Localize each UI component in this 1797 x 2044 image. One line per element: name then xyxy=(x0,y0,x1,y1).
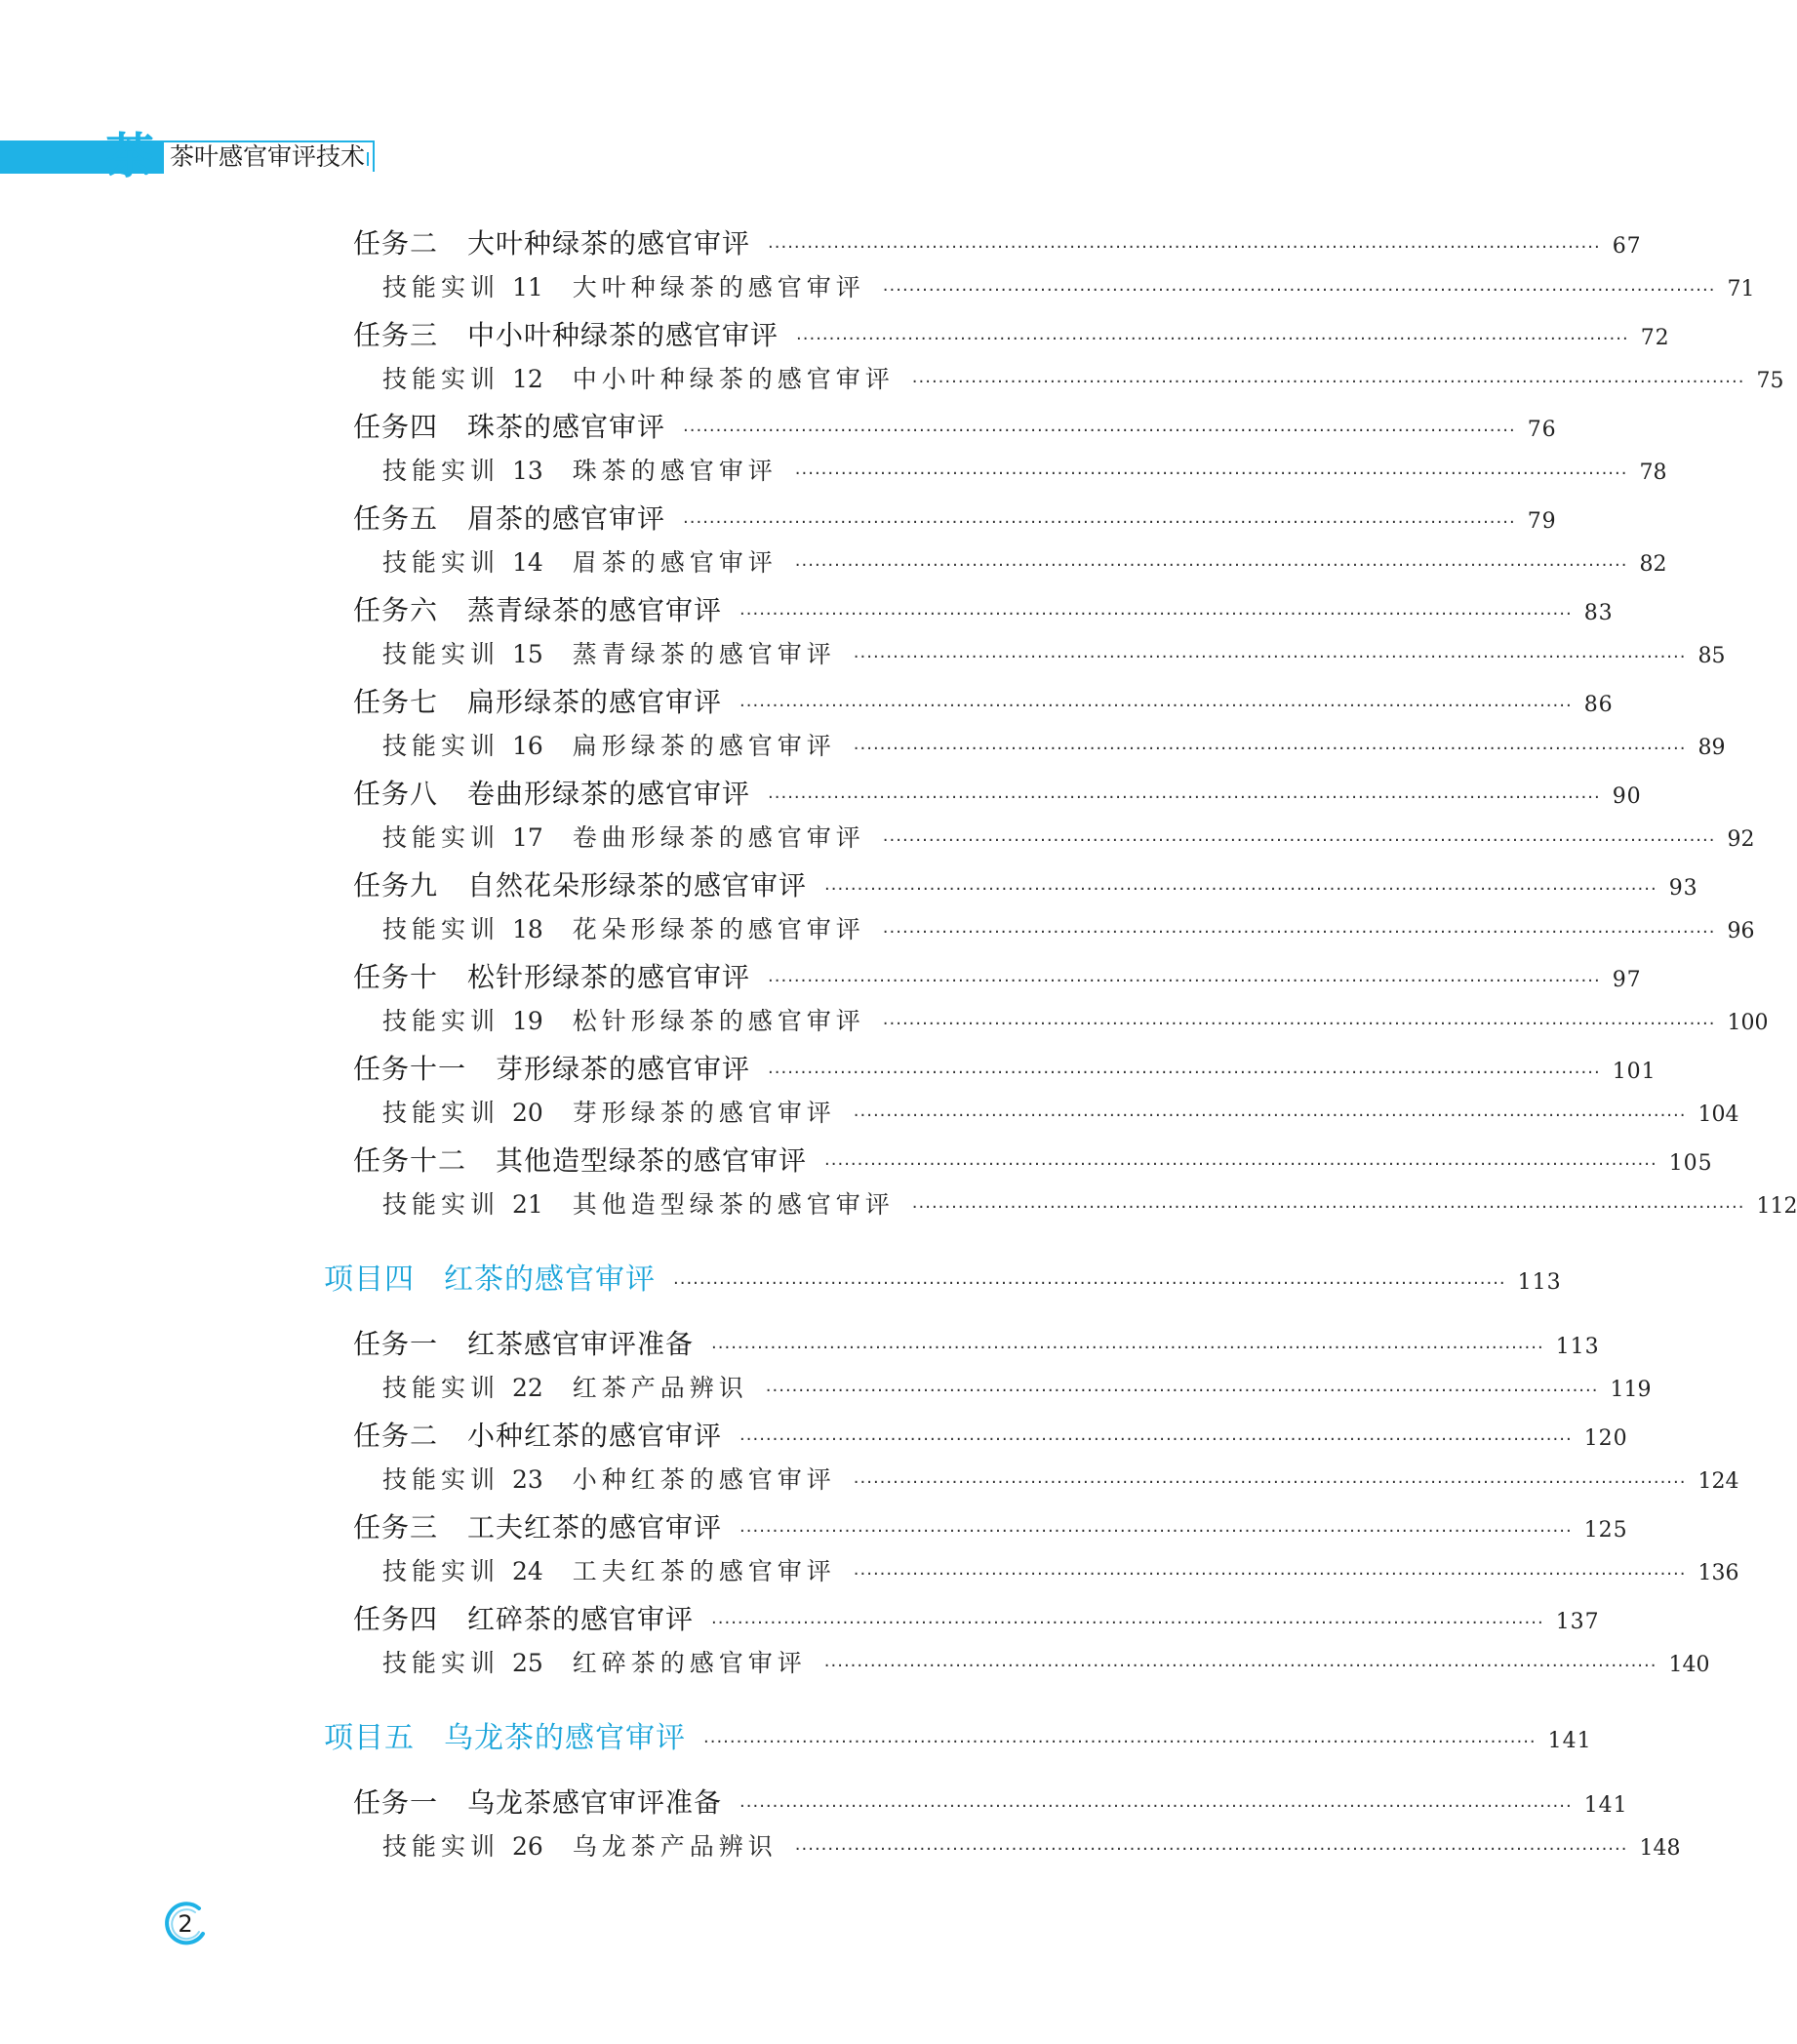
toc-entry-prefix: 任务四 xyxy=(353,1603,439,1635)
toc-entry-page: 124 xyxy=(1697,1469,1739,1494)
toc-entry-page: 141 xyxy=(1547,1729,1592,1753)
toc-entry-task[interactable] xyxy=(353,1140,1713,1179)
toc-entry-number: 18 xyxy=(511,915,543,943)
toc-leader-dots: ······························································································································· xyxy=(794,555,1628,576)
toc-leader-dots: ······························································································································· xyxy=(824,1154,1657,1175)
toc-entry-prefix: 项目四 xyxy=(324,1262,415,1297)
toc-entry-label xyxy=(382,1461,836,1496)
toc-entry-task[interactable] xyxy=(353,773,1642,812)
toc-entry-page: 82 xyxy=(1639,552,1667,577)
toc-entry-skill[interactable] xyxy=(382,452,1667,491)
toc-entry-label xyxy=(353,681,722,720)
toc-entry-number: 23 xyxy=(511,1465,543,1494)
toc-leader-dots: ······························································································································· xyxy=(711,1338,1544,1358)
toc-entry-number: 26 xyxy=(511,1832,543,1861)
toc-entry-label xyxy=(324,1255,656,1298)
toc-entry-title: 工夫红茶的感官审评 xyxy=(572,1557,836,1585)
toc-leader-dots: ······························································································································· xyxy=(853,1472,1687,1493)
toc-entry-task[interactable] xyxy=(353,1048,1657,1087)
toc-entry-title: 红茶的感官审评 xyxy=(444,1262,656,1297)
toc-entry-page: 141 xyxy=(1583,1793,1628,1818)
toc-entry-title: 中小叶种绿茶的感官审评 xyxy=(467,319,779,351)
toc-entry-label xyxy=(353,956,750,995)
toc-leader-dots: ······························································································································· xyxy=(882,922,1716,942)
toc-entry-label xyxy=(353,864,807,903)
toc-leader-dots: ······························································································································· xyxy=(794,463,1628,484)
toc-leader-dots: ······························································································································· xyxy=(794,1839,1628,1860)
toc-entry-label xyxy=(382,727,836,762)
toc-leader-dots: ······························································································································· xyxy=(739,604,1573,624)
toc-entry-prefix: 技能实训 xyxy=(382,1007,500,1035)
book-title-text: 茶叶感官审评技术 xyxy=(170,142,366,171)
toc-entry-prefix: 技能实训 xyxy=(382,1374,500,1402)
toc-entry-label xyxy=(382,1827,778,1863)
toc-entry-number: 15 xyxy=(511,640,543,668)
toc-entry-title: 松针形绿茶的感官审评 xyxy=(572,1007,865,1035)
toc-entry-skill[interactable] xyxy=(382,910,1755,949)
toc-leader-dots: ······························································································································· xyxy=(882,280,1716,301)
toc-entry-prefix: 任务十 xyxy=(353,961,439,993)
toc-entry-skill[interactable] xyxy=(382,1002,1769,1041)
header-tea-glyph: 茶 xyxy=(105,127,154,184)
toc-entry-title: 花朵形绿茶的感官审评 xyxy=(572,915,865,943)
toc-entry-label xyxy=(382,1094,836,1129)
toc-entry-project[interactable] xyxy=(324,1713,1592,1755)
toc-entry-page: 125 xyxy=(1583,1518,1628,1543)
toc-entry-label xyxy=(382,360,895,395)
toc-leader-dots: ······························································································································· xyxy=(683,421,1516,441)
toc-entry-page: 92 xyxy=(1727,827,1755,852)
toc-leader-dots: ······························································································································· xyxy=(853,739,1687,759)
toc-entry-skill[interactable] xyxy=(382,1185,1797,1224)
toc-entry-prefix: 任务十二 xyxy=(353,1144,467,1177)
toc-entry-title: 卷曲形绿茶的感官审评 xyxy=(572,823,865,852)
toc-entry-prefix: 任务十一 xyxy=(353,1053,467,1085)
toc-entry-prefix: 技能实训 xyxy=(382,915,500,943)
toc-leader-dots: ······························································································································· xyxy=(796,329,1629,349)
toc-entry-label xyxy=(382,452,778,487)
toc-entry-title: 珠茶的感官审评 xyxy=(572,457,778,485)
toc-entry-title: 乌龙茶产品辨识 xyxy=(572,1832,778,1861)
toc-entry-label xyxy=(353,1506,722,1545)
toc-entry-number: 11 xyxy=(511,273,543,301)
toc-entry-prefix: 技能实训 xyxy=(382,640,500,668)
toc-entry-title: 自然花朵形绿茶的感官审评 xyxy=(467,869,808,902)
toc-leader-dots: ······························································································································· xyxy=(824,879,1657,900)
toc-entry-page: 140 xyxy=(1668,1653,1710,1677)
toc-leader-dots: ······························································································································· xyxy=(853,1564,1687,1584)
toc-entry-prefix: 技能实训 xyxy=(382,457,500,485)
toc-entry-label xyxy=(353,406,665,445)
toc-entry-page: 85 xyxy=(1697,644,1726,668)
toc-leader-dots: ······························································································································· xyxy=(768,1062,1601,1083)
title-box-tick xyxy=(367,152,375,166)
toc-entry-label xyxy=(382,268,865,303)
toc-entry-skill[interactable] xyxy=(382,1461,1739,1500)
toc-entry-title: 红茶产品辨识 xyxy=(572,1374,748,1402)
toc-entry-task[interactable] xyxy=(353,314,1670,353)
toc-entry-page: 72 xyxy=(1640,326,1670,350)
toc-entry-page: 105 xyxy=(1668,1151,1713,1176)
toc-entry-number: 24 xyxy=(511,1557,543,1585)
toc-entry-page: 86 xyxy=(1583,693,1614,717)
toc-entry-prefix: 任务六 xyxy=(353,594,439,626)
toc-entry-title: 大叶种绿茶的感官审评 xyxy=(467,227,751,260)
toc-entry-page: 93 xyxy=(1668,876,1698,901)
toc-entry-page: 96 xyxy=(1727,919,1755,943)
toc-entry-page: 113 xyxy=(1555,1335,1600,1359)
toc-entry-label xyxy=(382,819,865,854)
toc-entry-title: 卷曲形绿茶的感官审评 xyxy=(467,778,751,810)
toc-leader-dots: ······························································································································· xyxy=(765,1381,1599,1401)
toc-entry-task[interactable] xyxy=(353,956,1642,995)
toc-entry-title: 眉茶的感官审评 xyxy=(572,548,778,577)
toc-entry-title: 蒸青绿茶的感官审评 xyxy=(467,594,723,626)
toc-entry-prefix: 任务八 xyxy=(353,778,439,810)
toc-entry-prefix: 技能实训 xyxy=(382,1465,500,1494)
toc-entry-title: 乌龙茶的感官审评 xyxy=(444,1721,686,1755)
toc-entry-label xyxy=(382,910,865,945)
toc-entry-skill[interactable] xyxy=(382,1369,1652,1408)
toc-entry-skill[interactable] xyxy=(382,268,1755,307)
toc-entry-prefix: 任务一 xyxy=(353,1328,439,1360)
toc-entry-label xyxy=(353,773,750,812)
toc-entry-task[interactable] xyxy=(353,1598,1600,1637)
toc-entry-prefix: 技能实训 xyxy=(382,548,500,577)
toc-entry-number: 12 xyxy=(511,365,543,393)
toc-leader-dots: ······························································································································· xyxy=(882,830,1716,851)
toc-entry-page: 71 xyxy=(1727,277,1755,301)
toc-entry-prefix: 任务四 xyxy=(353,411,439,443)
toc-entry-title: 大叶种绿茶的感官审评 xyxy=(572,273,865,301)
toc-entry-number: 20 xyxy=(511,1099,543,1127)
toc-entry-skill[interactable] xyxy=(382,727,1726,766)
page-number-badge xyxy=(160,1899,211,1949)
toc-entry-title: 红碎茶的感官审评 xyxy=(572,1649,807,1677)
toc-entry-title: 珠茶的感官审评 xyxy=(467,411,666,443)
toc-entry-page: 136 xyxy=(1697,1561,1739,1585)
toc-entry-prefix: 技能实训 xyxy=(382,1557,500,1585)
toc-entry-label xyxy=(353,1415,722,1454)
toc-entry-number: 22 xyxy=(511,1374,543,1402)
toc-entry-page: 148 xyxy=(1639,1836,1681,1861)
toc-entry-page: 89 xyxy=(1697,736,1726,760)
toc-leader-dots: ······························································································································· xyxy=(911,1197,1745,1218)
toc-entry-task[interactable] xyxy=(353,1782,1628,1821)
toc-entry-page: 120 xyxy=(1583,1426,1628,1451)
toc-entry-skill[interactable] xyxy=(382,819,1755,858)
toc-entry-page: 104 xyxy=(1697,1102,1739,1127)
toc-entry-number: 14 xyxy=(511,548,543,577)
header-book-title xyxy=(164,140,375,172)
toc-entry-task[interactable] xyxy=(353,1506,1628,1545)
toc-entry-label xyxy=(353,1598,694,1637)
toc-entry-project[interactable] xyxy=(324,1255,1562,1297)
toc-leader-dots: ······························································································································· xyxy=(768,237,1601,258)
toc-entry-task[interactable] xyxy=(353,681,1614,720)
toc-entry-title: 红茶感官审评准备 xyxy=(467,1328,695,1360)
toc-entry-label xyxy=(353,1048,750,1087)
toc-entry-skill[interactable] xyxy=(382,360,1784,399)
toc-entry-page: 112 xyxy=(1756,1194,1797,1219)
toc-entry-page: 100 xyxy=(1727,1011,1769,1035)
toc-entry-task[interactable] xyxy=(353,222,1642,261)
toc-entry-title: 芽形绿茶的感官审评 xyxy=(572,1099,836,1127)
toc-entry-number: 13 xyxy=(511,457,543,485)
toc-leader-dots: ······························································································································· xyxy=(853,1105,1687,1126)
toc-entry-prefix: 技能实训 xyxy=(382,1099,500,1127)
toc-entry-page: 119 xyxy=(1610,1378,1652,1402)
toc-entry-title: 扁形绿茶的感官审评 xyxy=(467,686,723,718)
toc-leader-dots: ······························································································································· xyxy=(823,1656,1657,1676)
toc-entry-task[interactable] xyxy=(353,1323,1600,1362)
toc-leader-dots: ······························································································································· xyxy=(882,1014,1716,1034)
toc-entry-title: 松针形绿茶的感官审评 xyxy=(467,961,751,993)
toc-entry-task[interactable] xyxy=(353,864,1698,903)
toc-entry-label xyxy=(382,1002,865,1037)
toc-leader-dots: ······························································································································· xyxy=(683,512,1516,533)
toc-entry-label xyxy=(382,635,836,670)
toc-entry-prefix: 技能实训 xyxy=(382,1190,500,1219)
toc-entry-prefix: 项目五 xyxy=(324,1721,415,1755)
toc-entry-prefix: 技能实训 xyxy=(382,1649,500,1677)
toc-entry-label xyxy=(382,1369,748,1404)
toc-entry-number: 25 xyxy=(511,1649,543,1677)
toc-entry-label xyxy=(324,1713,686,1756)
toc-entry-title: 小种红茶的感官审评 xyxy=(572,1465,836,1494)
toc-entry-label xyxy=(382,543,778,579)
toc-entry-title: 芽形绿茶的感官审评 xyxy=(496,1053,751,1085)
toc-leader-dots: ······························································································································· xyxy=(768,787,1601,808)
toc-entry-prefix: 任务一 xyxy=(353,1786,439,1819)
toc-entry-label xyxy=(353,1323,694,1362)
toc-entry-title: 眉茶的感官审评 xyxy=(467,502,666,535)
toc-leader-dots: ······························································································································· xyxy=(739,1796,1573,1817)
toc-entry-number: 16 xyxy=(511,732,543,760)
toc-entry-skill[interactable] xyxy=(382,635,1726,674)
toc-entry-skill[interactable] xyxy=(382,1644,1710,1683)
toc-entry-prefix: 技能实训 xyxy=(382,823,500,852)
toc-leader-dots: ······························································································································· xyxy=(739,1429,1573,1450)
toc-entry-label xyxy=(382,1552,836,1587)
toc-entry-title: 蒸青绿茶的感官审评 xyxy=(572,640,836,668)
toc-entry-prefix: 技能实训 xyxy=(382,273,500,301)
toc-entry-task[interactable] xyxy=(353,406,1557,445)
toc-entry-page: 113 xyxy=(1517,1270,1562,1295)
toc-entry-title: 乌龙茶感官审评准备 xyxy=(467,1786,723,1819)
toc-entry-prefix: 任务三 xyxy=(353,319,439,351)
toc-entry-prefix: 任务九 xyxy=(353,869,439,902)
toc-entry-title: 红碎茶的感官审评 xyxy=(467,1603,695,1635)
toc-entry-prefix: 技能实训 xyxy=(382,732,500,760)
toc-entry-task[interactable] xyxy=(353,1415,1628,1454)
toc-leader-dots: ······························································································································· xyxy=(703,1732,1537,1752)
toc-entry-title: 其他造型绿茶的感官审评 xyxy=(496,1144,808,1177)
toc-entry-skill[interactable] xyxy=(382,1552,1739,1591)
toc-entry-title: 中小叶种绿茶的感官审评 xyxy=(572,365,895,393)
toc-entry-label xyxy=(353,1782,722,1821)
toc-entry-page: 78 xyxy=(1639,461,1667,485)
toc-entry-page: 137 xyxy=(1555,1610,1600,1634)
toc-entry-prefix: 任务七 xyxy=(353,686,439,718)
toc-entry-number: 19 xyxy=(511,1007,543,1035)
toc-entry-page: 90 xyxy=(1612,784,1642,809)
toc-entry-number: 21 xyxy=(511,1190,543,1219)
toc-entry-prefix: 任务五 xyxy=(353,502,439,535)
toc-entry-title: 工夫红茶的感官审评 xyxy=(467,1511,723,1543)
toc-entry-label xyxy=(353,498,665,537)
toc-entry-label xyxy=(353,589,722,628)
toc-entry-page: 79 xyxy=(1527,509,1557,534)
toc-entry-skill[interactable] xyxy=(382,543,1667,582)
toc-entry-page: 76 xyxy=(1527,418,1557,442)
toc-entry-prefix: 技能实训 xyxy=(382,365,500,393)
toc-leader-dots: ······························································································································· xyxy=(711,1613,1544,1633)
toc-leader-dots: ······························································································································· xyxy=(853,647,1687,667)
toc-entry-label xyxy=(353,314,779,353)
toc-entry-task[interactable] xyxy=(353,498,1557,537)
toc-entry-skill[interactable] xyxy=(382,1094,1739,1133)
toc-entry-prefix: 任务二 xyxy=(353,1420,439,1452)
toc-entry-label xyxy=(382,1185,895,1221)
toc-entry-skill[interactable] xyxy=(382,1827,1681,1866)
toc-entry-prefix: 任务二 xyxy=(353,227,439,260)
toc-leader-dots: ······························································································································· xyxy=(911,372,1745,392)
toc-leader-dots: ······························································································································· xyxy=(739,1521,1573,1542)
toc-entry-prefix: 任务三 xyxy=(353,1511,439,1543)
toc-entry-page: 83 xyxy=(1583,601,1614,625)
toc-entry-number: 17 xyxy=(511,823,543,852)
toc-entry-title: 小种红茶的感官审评 xyxy=(467,1420,723,1452)
toc-entry-page: 97 xyxy=(1612,968,1642,992)
toc-entry-label xyxy=(353,222,750,261)
page-number: 2 xyxy=(178,1910,193,1938)
toc-entry-title: 扁形绿茶的感官审评 xyxy=(572,732,836,760)
toc-leader-dots: ······························································································································· xyxy=(673,1273,1506,1294)
toc-entry-page: 75 xyxy=(1756,369,1784,393)
toc-leader-dots: ······························································································································· xyxy=(768,971,1601,991)
toc-entry-page: 67 xyxy=(1612,234,1642,259)
toc-entry-prefix: 技能实训 xyxy=(382,1832,500,1861)
toc-entry-label xyxy=(382,1644,807,1679)
toc-entry-page: 101 xyxy=(1612,1060,1657,1084)
toc-entry-task[interactable] xyxy=(353,589,1614,628)
toc-entry-title: 其他造型绿茶的感官审评 xyxy=(572,1190,895,1219)
toc-leader-dots: ······························································································································· xyxy=(739,696,1573,716)
toc-entry-label xyxy=(353,1140,807,1179)
